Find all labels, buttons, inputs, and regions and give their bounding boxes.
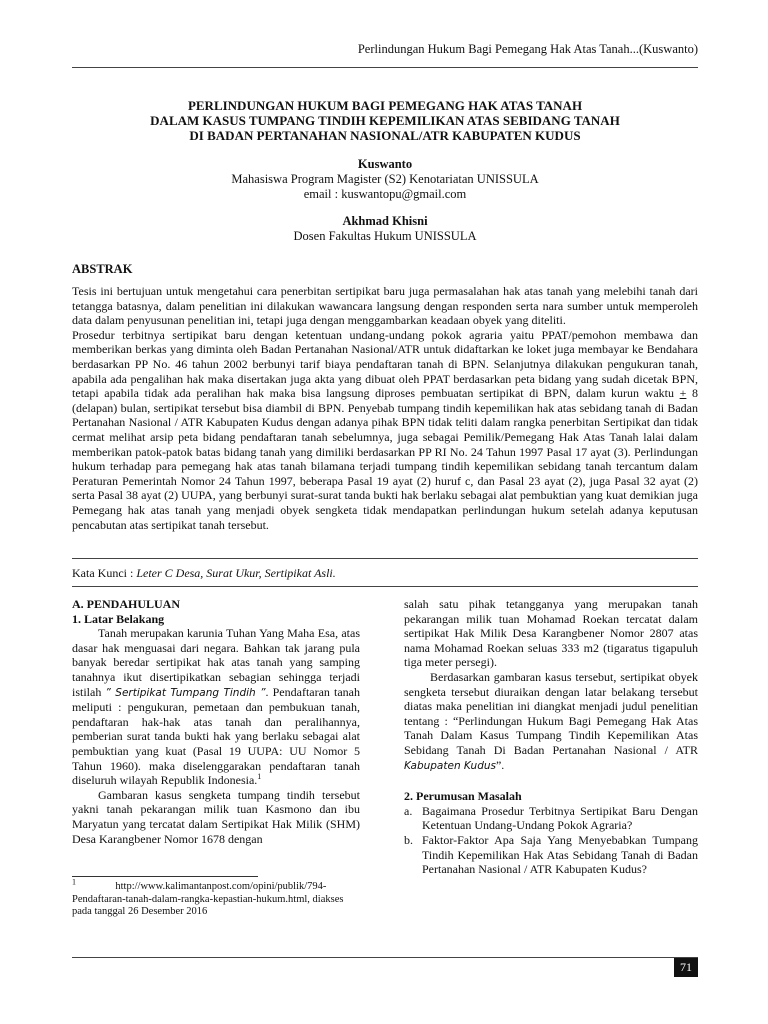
list-item-label: a. — [404, 803, 413, 818]
abstract-paragraph-1: Tesis ini bertujuan untuk mengetahui cara penerbitan sertipikat baru juga permasalahan hak atas tanah yang melebihi tanah dari tetangga batasnya, dalam penelitian ini dilakukan wawancara langsung dengan responden serta nara sumber untuk memperoleh data dalam penyusunan penelitian ini, tetapi juga dengan menggambarkan keadaan obyek yang diteliti. — [72, 284, 698, 328]
header-rule — [72, 67, 698, 68]
footnote-rule — [72, 876, 258, 877]
footnote-text: http://www.kalimantanpost.com/opini/publik/794-Pendaftaran-tanah-dalam-rangka-kepastian-hukum.html, diakses pada tanggal 26 Desember 2016 — [72, 881, 344, 917]
abstract-p2-part-b: 8 (delapan) bulan, sertipikat tersebut bisa diambil di BPN. Penyebab tumpang tindih kepemilikan hak atas sebidang tanah di Badan Pertanahan Nasional / ATR Kabupaten Kudus dengan adanya pihak BPN tidak teliti dalam rangka penerbitan Sertipikat dan tidak cermat melihat arsip peta bidang pendaftaran tanah sebelumnya, juga sebagai Pemilik/Pemegang Hak Atas Tanah lalai dalam memberikan patok-patok batas bidang tanah yang dimiliki berdasarkan PP RI No. 24 Tahun 1997 Pasal 17 ayat (3). Perlindungan hukum terhadap para pemegang hak atas tanah bilamana terjadi tumpang tindih kepemilikan sebidang tanah tercantum dalam Peraturan Pemerintah Nomor 24 Tahun 1997, beberapa Pasal 19 ayat (2) huruf c, dan Pasal 23 ayat (2), juga Pasal 32 ayat (2) serta Pasal 38 ayat (2) UUPA, yang berbunyi surat-surat tanda bukti hak berlaku sebagai alat pembuktian yang kuat demikian juga Pemegang hak atas tanah yang menjadi obyek sengketa tidak mendapatkan perlindungan hukum setelah adanya keputusan pencabutan atas sertipikat tanah tersebut. — [72, 386, 699, 532]
plus-minus-sign: + — [679, 386, 687, 401]
author-2 — [72, 214, 698, 244]
right-paragraph-2 — [404, 670, 698, 773]
abstract-p2-part-a: Prosedur terbitnya sertipikat baru dengan ketentuan undang-undang pokok agraria yaitu PPAT/pemohon membawa dan memberikan berkas yang diminta oleh Badan Pertanahan Nasional/ATR untuk didaftarkan ke loket juga membayar ke Bendahara berdasarkan PP No. 46 tahun 2002 berbunyi tarif biaya pendaftaran tanah di BPN. Selanjutnya dilakukan pengukuran tanah, apabila ada pengalihan hak maka disertakan juga akta yang dibuat oleh PPAT berdasarkan peta bidang yang sudah dicetak BPN, tetapi apabila tidak ada peralihan hak maka bisa langsung diproses pembuatan sertipikat di BPN, dalam kurun waktu — [72, 327, 698, 401]
spacer — [404, 773, 698, 789]
intro-paragraph-2: Gambaran kasus sengketa tumpang tindih tersebut yakni tanah pekarangan milik tuan Kasmono dan ibu Maryatun yang tercatat dalam Sertipikat Hak Milik (SHM) Desa Karangbener Nomor 1678 dengan — [72, 787, 360, 846]
intro-p1-part-a: Tanah merupakan karunia Tuhan Yang Maha Esa, atas dasar hak menguasai dari negara. Bahkan tak jarang pula banyak beredar sertipikat hak atas tanah yang samping tanahnya ikut disertipikatkan sebagian sehingga terjadi istilah — [72, 626, 360, 699]
keywords-rule — [72, 586, 698, 587]
list-item-text: Faktor-Faktor Apa Saja Yang Menyebabkan Tumpang Tindih Kepemilikan Hak Atas Sebidang Tanah di Badan Pertanahan Nasional / ATR Kabupaten Kudus? — [422, 832, 698, 877]
author-1-name: Kuswanto — [357, 157, 413, 171]
abstract-paragraph-2 — [72, 328, 698, 532]
footnote — [72, 877, 364, 919]
subsection-heading-2: 2. Perumusan Masalah — [404, 789, 522, 804]
title-line-2: DALAM KASUS TUMPANG TINDIH KEPEMILIKAN ATAS SEBIDANG TANAH — [150, 113, 620, 128]
intro-paragraph-1 — [72, 626, 360, 788]
paper-title — [72, 98, 698, 143]
list-item-label: b. — [404, 832, 413, 847]
list-item — [404, 804, 698, 833]
title-line-1: PERLINDUNGAN HUKUM BAGI PEMEGANG HAK ATAS TANAH — [187, 98, 583, 113]
keywords-value: Leter C Desa, Surat Ukur, Sertipikat Asli. — [136, 566, 336, 580]
running-head: Perlindungan Hukum Bagi Pemegang Hak Atas Tanah...(Kuswanto) — [357, 42, 698, 56]
abstract-heading: ABSTRAK — [72, 262, 133, 276]
right-column — [404, 597, 698, 877]
left-column — [72, 597, 360, 846]
author-1 — [72, 157, 698, 202]
keywords — [72, 566, 336, 581]
subsection-heading: 1. Latar Belakang — [72, 611, 165, 626]
right-paragraph-1: salah satu pihak tetangganya yang merupakan tanah pekarangan milik tuan Mohamad Roekan tercatat dalam sertipikat Hak Milik Desa Karangbener Nomor 2807 atas nama Mohamad Roekan seluas 333 m2 (tigaratus tigapuluh tiga meter persegi). — [404, 597, 698, 670]
footnote-number: 1 — [72, 877, 76, 887]
right-p2-script: Kabupaten Kudus — [404, 759, 496, 772]
author-2-affiliation: Dosen Fakultas Hukum UNISSULA — [293, 229, 477, 243]
author-1-affiliation: Mahasiswa Program Magister (S2) Kenotariatan UNISSULA — [231, 172, 539, 186]
abstract-body — [72, 284, 698, 532]
list-item-text: Bagaimana Prosedur Terbitnya Sertipikat Baru Dengan Ketentuan Undang-Undang Pokok Agraria? — [422, 803, 698, 833]
right-p2-part-a: Berdasarkan gambaran kasus tersebut, sertipikat obyek sengketa tersebut diuraikan dengan latar belakang tersebut diatas maka penelitian ini diangkat menjadi judul penelitian tentang : “Perlindungan Hukum Bagi Pemegang Hak Atas Tanah Dalam Kasus Tumpang Tindih Kepemilikan Atas Sebidang Tanah Di Badan Pertanahan Nasional / ATR — [404, 669, 698, 757]
author-1-email: email : kuswantopu@gmail.com — [303, 187, 467, 201]
intro-p1-part-b: . Pendaftaran tanah meliputi : pengukuran, pemetaan dan pembukuan tanah, pendaftaran hak-hak atas tanah dan peralihannya, pemberian surat tanda bukti hak yang berlaku sebagai alat pembuktian yang kuat (Pasal 19 UUPA: UU Nomor 5 Tahun 1960). maka diselenggarakan pendaftaran tanah diseluruh wilayah Republik Indonesia. — [72, 684, 360, 788]
title-line-3: DI BADAN PERTANAHAN NASIONAL/ATR KABUPATEN KUDUS — [189, 128, 581, 143]
keywords-label: Kata Kunci : — [72, 566, 137, 580]
list-item — [404, 833, 698, 877]
intro-p1-term: ” Sertipikat Tumpang Tindih ” — [105, 686, 266, 699]
abstract-rule — [72, 558, 698, 559]
footnote-ref: 1 — [257, 772, 262, 782]
right-p2-part-b: ”. — [495, 757, 505, 772]
page-number: 71 — [674, 958, 698, 977]
author-2-name: Akhmad Khisni — [342, 214, 428, 228]
footer-rule — [72, 957, 698, 958]
section-heading: A. PENDAHULUAN — [72, 597, 180, 611]
